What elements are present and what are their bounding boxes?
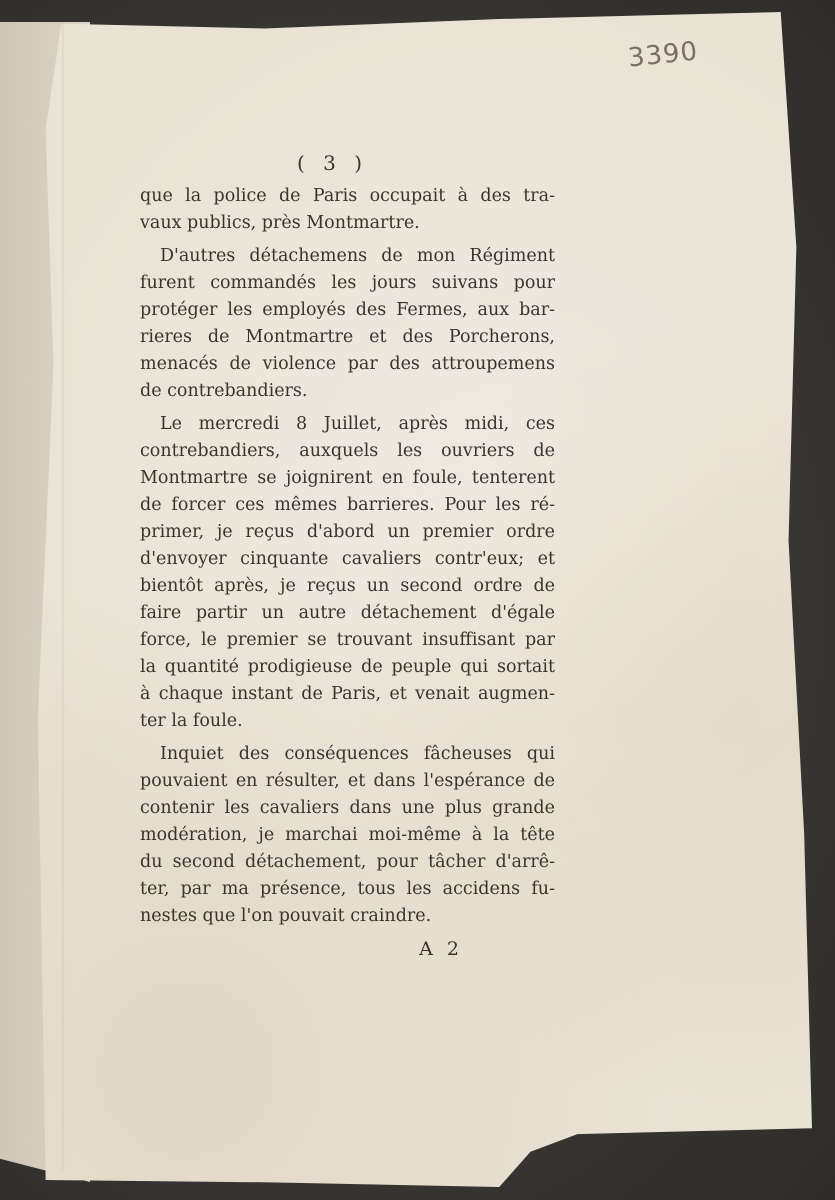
paragraph-3 bbox=[140, 411, 555, 735]
text-line: de forcer ces mêmes barrieres. Pour les ré- bbox=[140, 495, 555, 515]
signature-mark: A 2 bbox=[419, 938, 463, 960]
text-body bbox=[140, 150, 555, 963]
text-line: du second détachement, pour tâcher d'arrê- bbox=[140, 852, 555, 872]
text-line: ter la foule. bbox=[140, 711, 243, 731]
text-line: force, le premier se trouvant insuffisant par bbox=[140, 630, 555, 650]
page-number: ( 3 ) bbox=[296, 151, 369, 175]
text-line: menacés de violence par des attroupemens bbox=[140, 354, 555, 374]
paragraph-2 bbox=[140, 243, 555, 405]
text-line: contrebandiers, auxquels les ouvriers de bbox=[140, 441, 555, 461]
text-line: Montmartre se joignirent en foule, tenterent bbox=[140, 468, 555, 488]
paragraph-4 bbox=[140, 741, 555, 930]
text-line: à chaque instant de Paris, et venait augmen- bbox=[140, 684, 555, 704]
paragraph-1 bbox=[140, 183, 555, 237]
inventory-number: 3390 bbox=[626, 36, 700, 74]
text-line: la quantité prodigieuse de peuple qui sortait bbox=[140, 657, 555, 677]
text-line: protéger les employés des Fermes, aux bar- bbox=[140, 300, 555, 320]
text-line: furent commandés les jours suivans pour bbox=[140, 273, 555, 293]
text-line: bientôt après, je reçus un second ordre de bbox=[140, 576, 555, 596]
text-line: primer, je reçus d'abord un premier ordre bbox=[140, 522, 555, 542]
text-line: que la police de Paris occupait à des tra- bbox=[140, 186, 555, 206]
text-line: modération, je marchai moi-même à la tête bbox=[140, 825, 555, 845]
text-line: Inquiet des conséquences fâcheuses qui bbox=[160, 744, 555, 764]
text-line: d'envoyer cinquante cavaliers contr'eux; et bbox=[140, 549, 555, 569]
page-fold bbox=[62, 20, 65, 1170]
text-line: vaux publics, près Montmartre. bbox=[140, 213, 420, 233]
text-line: faire partir un autre détachement d'égale bbox=[140, 603, 555, 623]
text-line: pouvaient en résulter, et dans l'espérance de bbox=[140, 771, 555, 791]
text-line: rieres de Montmartre et des Porcherons, bbox=[140, 327, 555, 347]
text-line: nestes que l'on pouvait craindre. bbox=[140, 906, 432, 926]
text-line: contenir les cavaliers dans une plus grande bbox=[140, 798, 555, 818]
text-line: de contrebandiers. bbox=[140, 381, 308, 401]
text-line: D'autres détachemens de mon Régiment bbox=[160, 246, 555, 266]
text-line: ter, par ma présence, tous les accidens fu- bbox=[140, 879, 555, 899]
text-line: Le mercredi 8 Juillet, après midi, ces bbox=[160, 414, 555, 434]
